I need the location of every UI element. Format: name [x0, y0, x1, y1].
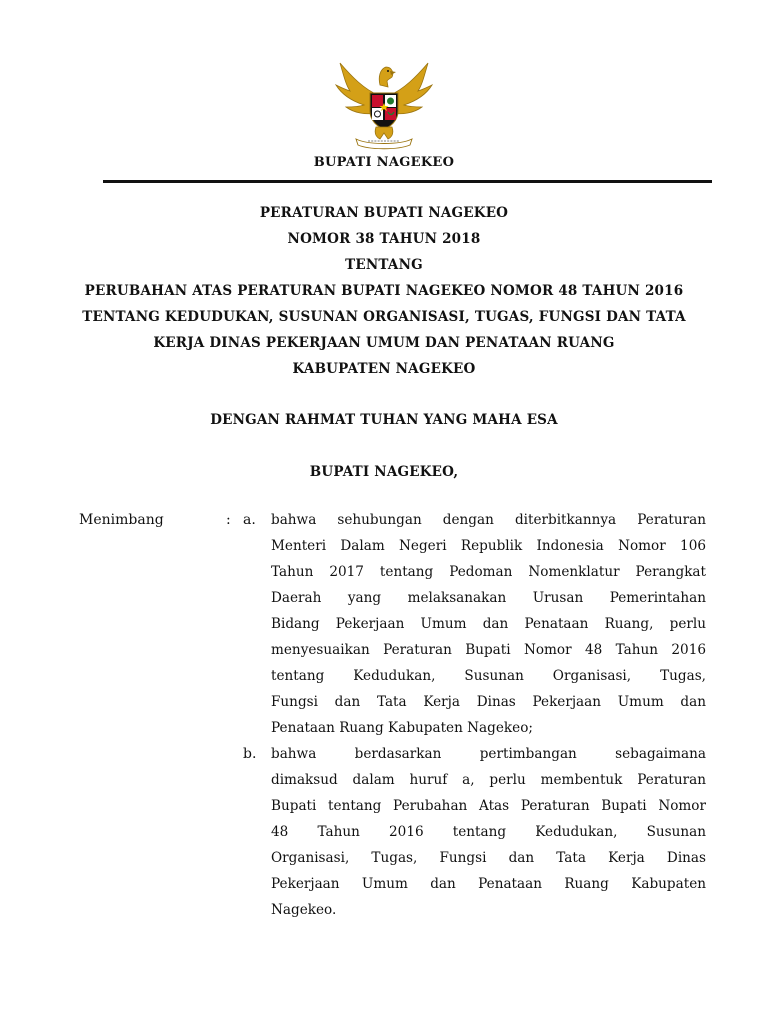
- item-line: Fungsi dan Tata Kerja Dinas Pekerjaan Umum dan: [271, 694, 706, 710]
- issuer-name: BUPATI NAGEKEO,: [309, 464, 459, 480]
- regulation-subject-line: KABUPATEN NAGEKEO: [292, 361, 476, 377]
- item-letter-a: a.: [243, 512, 256, 528]
- item-line: Tahun 2017 tentang Pedoman Nomenklatur Perangkat: [271, 564, 706, 580]
- regulation-subject-line: TENTANG KEDUDUKAN, SUSUNAN ORGANISASI, TUGAS, FUNGSI DAN TATA: [82, 309, 686, 325]
- garuda-pancasila-emblem: [334, 55, 434, 150]
- item-line: Bidang Pekerjaan Umum dan Penataan Ruang, perlu: [271, 616, 706, 632]
- item-text-a: [271, 507, 706, 741]
- item-line: 48 Tahun 2016 tentang Kedudukan, Susunan: [271, 824, 706, 840]
- item-line: Pekerjaan Umum dan Penataan Ruang Kabupaten: [271, 876, 706, 892]
- item-line: bahwa sehubungan dengan diterbitkannya Peraturan: [271, 512, 706, 528]
- grace-invocation: DENGAN RAHMAT TUHAN YANG MAHA ESA: [210, 412, 558, 428]
- considering-label: Menimbang: [79, 512, 164, 528]
- item-line: menyesuaikan Peraturan Bupati Nomor 48 Tahun 2016: [271, 642, 706, 658]
- regulation-about: TENTANG: [345, 257, 423, 273]
- regulation-heading: [60, 200, 708, 382]
- regulation-subject-line: KERJA DINAS PEKERJAAN UMUM DAN PENATAAN RUANG: [153, 335, 615, 351]
- considering-colon: :: [226, 512, 231, 528]
- item-line: Daerah yang melaksanakan Urusan Pemerintahan: [271, 590, 706, 606]
- item-line: dimaksud dalam huruf a, perlu membentuk Peraturan: [271, 772, 706, 788]
- issuing-authority: BUPATI NAGEKEO: [313, 155, 455, 170]
- item-line: tentang Kedudukan, Susunan Organisasi, Tugas,: [271, 668, 706, 684]
- item-line: Organisasi, Tugas, Fungsi dan Tata Kerja Dinas: [271, 850, 706, 866]
- item-line: Penataan Ruang Kabupaten Nagekeo;: [271, 720, 533, 736]
- regulation-type: PERATURAN BUPATI NAGEKEO: [259, 205, 509, 221]
- header-divider: [103, 180, 712, 183]
- regulation-subject-line: PERUBAHAN ATAS PERATURAN BUPATI NAGEKEO NOMOR 48 TAHUN 2016: [84, 283, 684, 299]
- regulation-number: NOMOR 38 TAHUN 2018: [287, 231, 481, 247]
- item-line: bahwa berdasarkan pertimbangan sebagaimana: [271, 746, 706, 762]
- item-text-b: [271, 741, 706, 923]
- item-letter-b: b.: [243, 746, 257, 762]
- item-line: Nagekeo.: [271, 902, 337, 918]
- item-line: Bupati tentang Perubahan Atas Peraturan Bupati Nomor: [271, 798, 706, 814]
- item-line: Menteri Dalam Negeri Republik Indonesia Nomor 106: [271, 538, 706, 554]
